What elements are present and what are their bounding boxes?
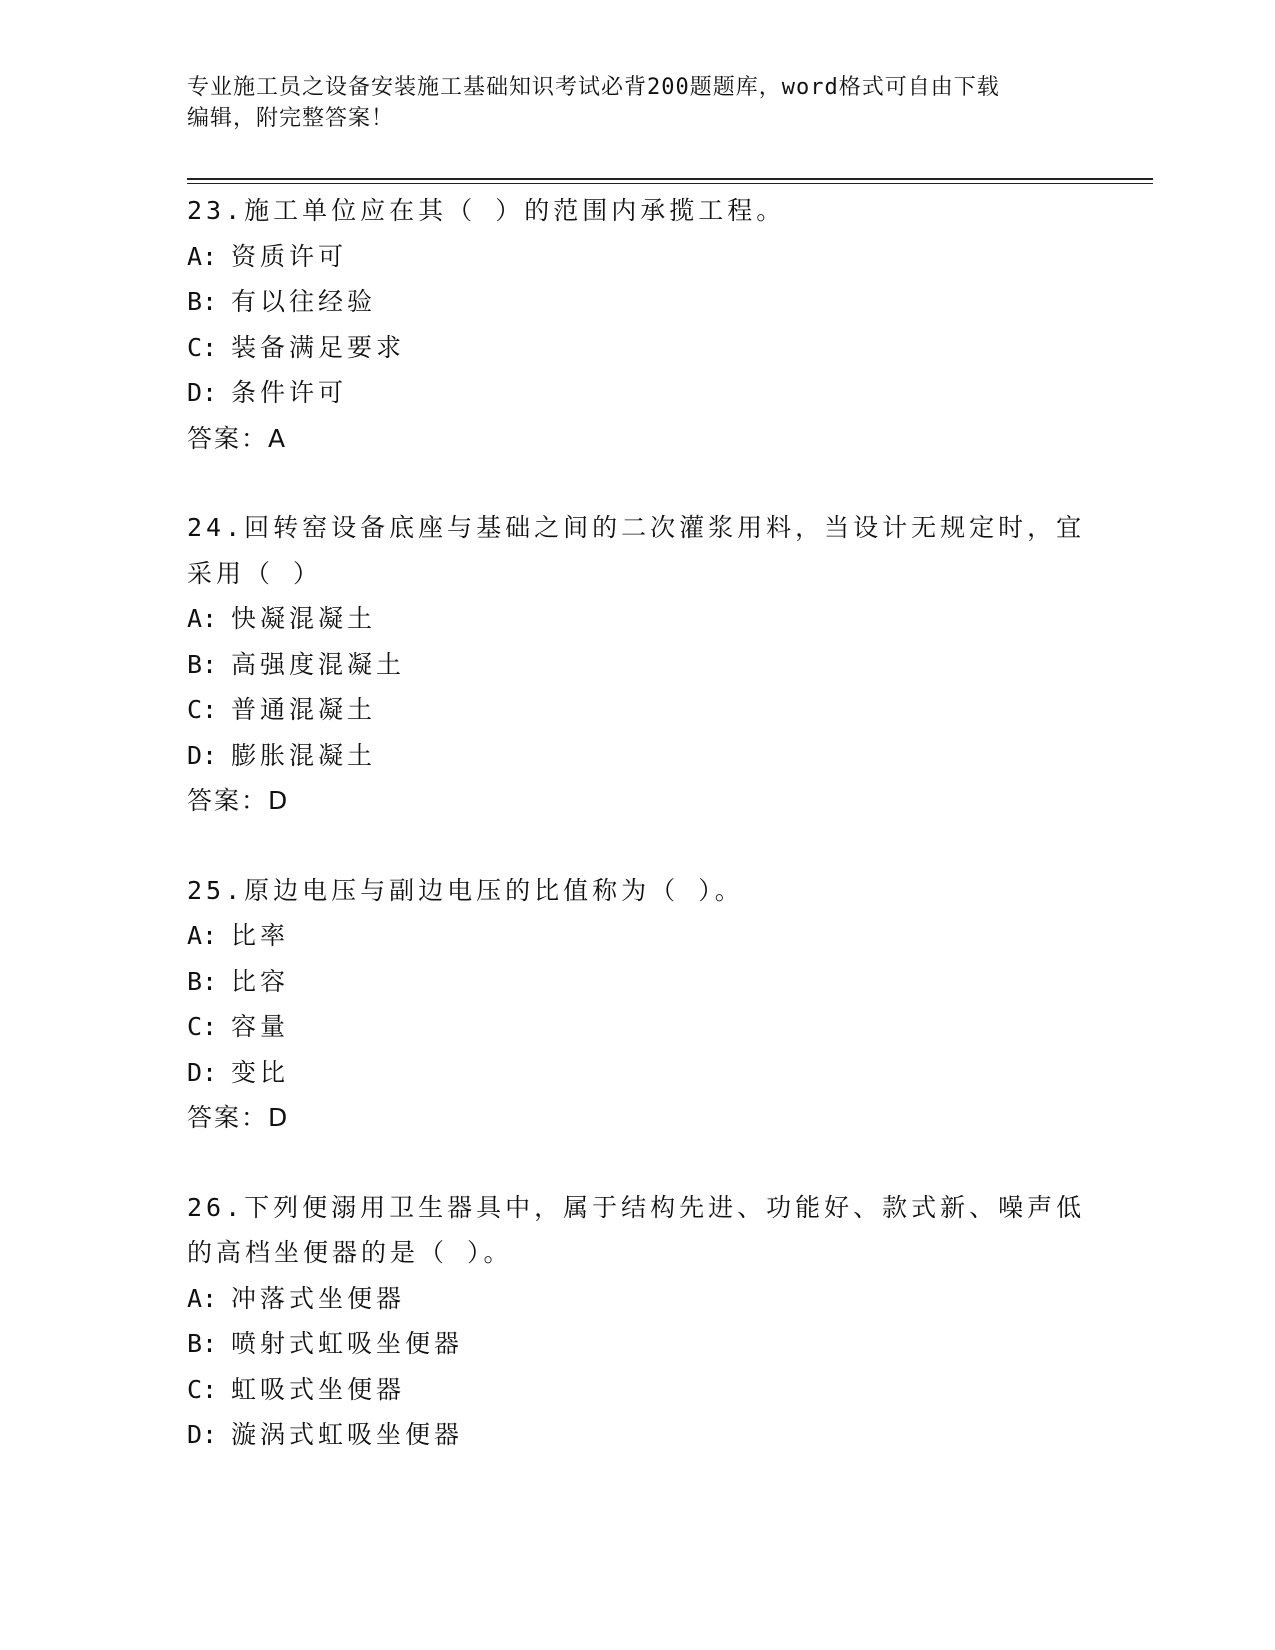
option-c (187, 1367, 1087, 1413)
header-title-line2: 编辑，附完整答案！ (187, 106, 395, 131)
option-text: 容量 (231, 1012, 290, 1041)
spacer (187, 824, 1087, 868)
option-b (187, 1321, 1087, 1367)
question-stem: 24.回转窑设备底座与基础之间的二次灌浆用料，当设计无规定时，宜采用（ ） (187, 513, 1086, 588)
option-text: 比容 (231, 966, 290, 996)
option-d (187, 1050, 1087, 1096)
question-stem: 23.施工单位应在其（ ）的范围内承揽工程。 (187, 196, 786, 225)
option-letter: A: (187, 1283, 218, 1313)
option-d (187, 733, 1087, 779)
option-text: 普通混凝土 (231, 695, 377, 724)
option-a (187, 596, 1087, 642)
option-letter: D: (187, 740, 218, 770)
option-text: 变比 (231, 1057, 290, 1087)
document-header (187, 72, 1067, 134)
option-b (187, 279, 1087, 325)
answer-line: 答案：D (187, 1103, 290, 1132)
option-text: 冲落式坐便器 (231, 1283, 406, 1313)
option-letter: D: (187, 1057, 218, 1087)
question-26 (187, 1185, 1087, 1458)
spacer (187, 1141, 1087, 1185)
option-text: 装备满足要求 (231, 332, 406, 362)
option-d (187, 1412, 1087, 1458)
option-c (187, 1004, 1087, 1050)
option-text: 膨胀混凝土 (231, 740, 377, 770)
option-text: 快凝混凝土 (231, 604, 377, 633)
question-23 (187, 188, 1087, 461)
question-24 (187, 505, 1087, 824)
question-stem: 26.下列便溺用卫生器具中，属于结构先进、功能好、款式新、噪声低的高档坐便器的是（ ）。 (187, 1192, 1086, 1267)
option-letter: C: (187, 1012, 218, 1041)
option-b (187, 642, 1087, 688)
option-text: 资质许可 (231, 241, 348, 271)
option-text: 喷射式虹吸坐便器 (231, 1329, 464, 1358)
header-divider-thick (187, 178, 1153, 180)
header-title-line1: 专业施工员之设备安装施工基础知识考试必背200题题库，word格式可自由下载 (187, 75, 1000, 100)
option-text: 虹吸式坐便器 (231, 1374, 406, 1404)
option-d (187, 370, 1087, 416)
option-text: 条件许可 (231, 378, 348, 407)
option-letter: D: (187, 1420, 218, 1449)
option-letter: A: (187, 604, 218, 633)
question-25 (187, 868, 1087, 1141)
header-divider-thin (187, 183, 1153, 184)
option-b (187, 959, 1087, 1005)
option-letter: C: (187, 1374, 218, 1404)
option-text: 比率 (231, 921, 290, 950)
option-letter: A: (187, 241, 218, 271)
option-a (187, 234, 1087, 280)
option-letter: A: (187, 921, 218, 950)
option-letter: B: (187, 287, 218, 316)
option-letter: C: (187, 332, 218, 362)
option-letter: C: (187, 695, 218, 724)
option-c (187, 687, 1087, 733)
option-text: 漩涡式虹吸坐便器 (231, 1420, 464, 1449)
option-a (187, 913, 1087, 959)
option-letter: D: (187, 378, 218, 407)
spacer (187, 461, 1087, 505)
option-letter: B: (187, 1329, 218, 1358)
option-a (187, 1276, 1087, 1322)
answer-line: 答案：D (187, 786, 290, 815)
option-text: 有以往经验 (231, 287, 377, 316)
option-letter: B: (187, 649, 218, 679)
question-list (187, 188, 1087, 1458)
option-c (187, 325, 1087, 371)
answer-line: 答案：A (187, 423, 288, 453)
question-stem: 25.原边电压与副边电压的比值称为（ ）。 (187, 875, 744, 905)
option-letter: B: (187, 966, 218, 996)
option-text: 高强度混凝土 (231, 649, 406, 679)
